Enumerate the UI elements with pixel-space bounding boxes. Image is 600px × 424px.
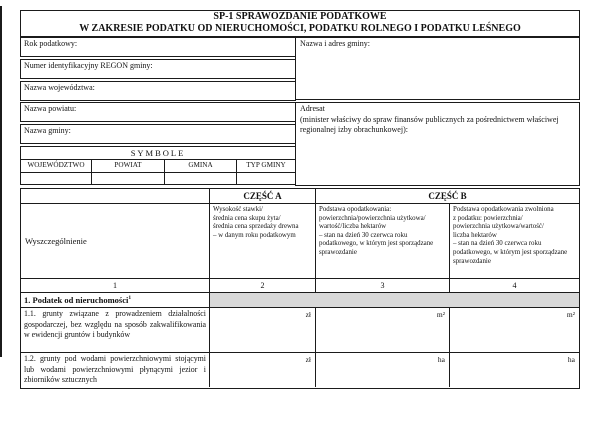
parts-header-row [21, 189, 579, 204]
row-1-2-base-cell: ha [316, 353, 450, 387]
col2-header-line: średnia cena sprzedaży drewna [213, 223, 299, 231]
section-gray-bar [210, 293, 579, 307]
column-number-3: 3 [316, 279, 450, 292]
column-descriptions-row [21, 204, 579, 279]
col4-header-line: – stan na dzień 30 czerwca roku [453, 240, 542, 248]
row-1-1 [21, 308, 579, 353]
symbole-col-powiat: POWIAT [92, 160, 165, 172]
section-title-cell [21, 293, 210, 307]
field-regon-gminy [20, 59, 296, 79]
field-nazwa-powiatu [20, 102, 296, 122]
row-1-1-base-cell: m² [316, 308, 450, 352]
column-number-4: 4 [512, 281, 517, 290]
col2-header-line: Wysokość stawki/ [213, 206, 263, 213]
field-adresat-label: Adresat [300, 104, 325, 113]
col3-header-cell [316, 204, 450, 278]
col4-header-line: liczba hektarów [453, 231, 497, 239]
row-1-1-rate-cell: zł [210, 308, 316, 352]
row-1-2-text: grunty pod wodami powierzchniowymi stojącymi lub wodami powierzchniowymi płynącymi jezior i zbiorników sztucznych [24, 354, 206, 385]
col3-header-line: – stan na dzień 30 czerwca roku [319, 231, 408, 239]
symbole-values-row [21, 173, 295, 184]
field-rok-podatkowy [20, 37, 296, 57]
symbole-title: SYMBOLE [21, 147, 295, 160]
section-podatek-od-nieruchomosci-row [21, 293, 579, 308]
scan-edge-artifact [0, 6, 2, 357]
symbole-value-gmina [165, 173, 237, 184]
symbole-value-typ-gminy [237, 173, 295, 184]
row-1-2-description-cell [21, 353, 210, 387]
column-number-1: 1 [21, 279, 210, 292]
row-1-2-number: 1.2. [24, 354, 36, 363]
col3-header-line: podatkowego, w którym jest sporządzane [319, 240, 434, 248]
part-b-header: CZĘŚĆ B [428, 191, 467, 201]
form-title-line2: W ZAKRESIE PODATKU OD NIERUCHOMOŚCI, PODATKU ROLNEGO I PODATKU LEŚNEGO [79, 23, 521, 34]
col2-header-cell [210, 204, 316, 278]
parts-header-empty-cell [21, 189, 210, 203]
field-nazwa-gminy-label: Nazwa gminy: [24, 126, 71, 135]
col4-header-line: Podstawa opodatkowania zwolniona [453, 206, 554, 213]
field-nazwa-powiatu-label: Nazwa powiatu: [24, 104, 77, 113]
symbole-col-gmina: GMINA [165, 160, 237, 172]
field-nazwa-adres-gminy [295, 37, 580, 100]
col4-header-line: sprawozdanie [453, 257, 491, 265]
row-1-2 [21, 353, 579, 387]
row-1-2-rate-cell: zł [210, 353, 316, 387]
field-nazwa-gminy [20, 124, 296, 144]
col4-header-line: z podatku: powierzchnia/ [453, 214, 523, 222]
row-1-1-number: 1.1. [24, 309, 36, 318]
main-table [20, 188, 580, 389]
field-adresat-sublabel: (minister właściwy do spraw finansów publicznych za pośrednictwem właściwej regionalnej izby obrachunkowej): [300, 114, 559, 134]
field-nazwa-adres-gminy-label: Nazwa i adres gminy: [300, 39, 370, 48]
symbole-col-wojewodztwo: WOJEWÓDZTWO [21, 160, 92, 172]
field-nazwa-wojewodztwa [20, 81, 296, 101]
row-1-1-exempt-cell: m² [566, 310, 575, 319]
symbole-table [20, 146, 296, 185]
col3-header-line: Podstawa opodatkowania: [319, 206, 392, 213]
row-1-1-text: grunty związane z prowadzeniem działalności gospodarczej, bez względu na sposób zakwalifikowania w ewidencji gruntów i budynków [24, 309, 206, 340]
col3-header-line: powierzchnia/powierzchnia użytkowa/ [319, 214, 426, 222]
section-title-superscript: 1 [128, 295, 132, 302]
col4-header-line: powierzchnia użytkowa/wartość/ [453, 223, 544, 231]
symbole-value-wojewodztwo [21, 173, 92, 184]
form-title-line1: SP-1 SPRAWOZDANIE PODATKOWE [213, 11, 387, 22]
col2-header-line: – w danym roku podatkowym [213, 231, 296, 239]
col2-header-line: średnia cena skupu żyta/ [213, 214, 281, 222]
field-nazwa-wojewodztwa-label: Nazwa województwa: [24, 83, 95, 92]
row-1-1-description-cell [21, 308, 210, 352]
symbole-value-powiat [92, 173, 165, 184]
column-number-2: 2 [210, 279, 316, 292]
part-a-header: CZĘŚĆ A [210, 189, 316, 203]
col3-header-line: sprawozdanie [319, 248, 357, 256]
column-numbers-row [21, 279, 579, 293]
col4-header-cell [450, 204, 579, 278]
form-title-box [20, 10, 580, 37]
field-rok-podatkowy-label: Rok podatkowy: [24, 39, 78, 48]
col3-header-line: wartość/liczba hektarów [319, 223, 387, 231]
field-regon-gminy-label: Numer identyfikacyjny REGON gminy: [24, 61, 153, 70]
col4-header-line: podatkowego, w którym jest sporządzane [453, 248, 568, 256]
row-1-2-exempt-cell: ha [567, 355, 575, 364]
field-adresat [295, 102, 580, 186]
symbole-header-row [21, 160, 295, 173]
col1-header-cell [21, 204, 210, 278]
col1-header-label: Wyszczególnienie [25, 236, 87, 246]
symbole-col-typ-gminy: TYP GMINY [246, 161, 286, 169]
section-title-label: 1. Podatek od nieruchomości [24, 295, 129, 305]
